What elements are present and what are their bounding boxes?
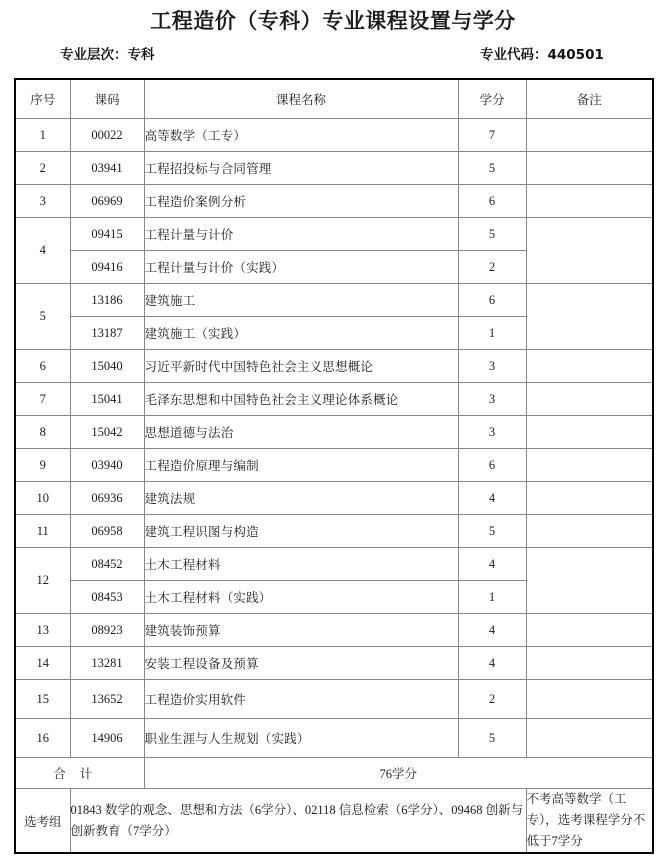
cell-index: 10	[15, 482, 70, 515]
table-row	[15, 482, 653, 515]
cell-credit: 6	[458, 284, 526, 317]
cell-credit: 3	[458, 416, 526, 449]
cell-code: 15041	[70, 383, 144, 416]
cell-credit: 4	[458, 482, 526, 515]
cell-credit: 5	[458, 218, 526, 251]
cell-note	[526, 350, 653, 383]
table-row	[15, 680, 653, 719]
cell-credit: 2	[458, 680, 526, 719]
cell-name: 建筑装饰预算	[144, 614, 458, 647]
cell-name: 建筑法规	[144, 482, 458, 515]
cell-credit: 1	[458, 581, 526, 614]
cell-code: 09415	[70, 218, 144, 251]
cell-name: 高等数学（工专）	[144, 119, 458, 152]
cell-code: 00022	[70, 119, 144, 152]
cell-name: 工程计量与计价（实践）	[144, 251, 458, 284]
cell-code: 13652	[70, 680, 144, 719]
cell-code: 06958	[70, 515, 144, 548]
column-header-note: 备注	[526, 79, 653, 119]
table-row	[15, 350, 653, 383]
total-label: 合计	[15, 758, 144, 789]
cell-index: 7	[15, 383, 70, 416]
total-credits-value: 76学分	[144, 758, 653, 789]
cell-credit: 3	[458, 350, 526, 383]
column-header-credit: 学分	[458, 79, 526, 119]
column-header-index: 序号	[15, 79, 70, 119]
cell-note	[526, 614, 653, 647]
cell-code: 08923	[70, 614, 144, 647]
cell-note	[526, 416, 653, 449]
cell-code: 15042	[70, 416, 144, 449]
table-row	[15, 449, 653, 482]
document-page	[0, 8, 666, 865]
cell-name: 建筑工程识图与构造	[144, 515, 458, 548]
cell-index: 14	[15, 647, 70, 680]
cell-note	[526, 119, 653, 152]
cell-note	[526, 284, 653, 350]
cell-note	[526, 152, 653, 185]
cell-credit: 4	[458, 647, 526, 680]
cell-credit: 3	[458, 383, 526, 416]
table-row	[15, 218, 653, 251]
cell-index: 6	[15, 350, 70, 383]
cell-note	[526, 647, 653, 680]
cell-name: 习近平新时代中国特色社会主义思想概论	[144, 350, 458, 383]
cell-credit: 6	[458, 449, 526, 482]
cell-note	[526, 680, 653, 719]
major-code-label: 专业代码：440501	[480, 47, 604, 63]
cell-name: 工程招投标与合同管理	[144, 152, 458, 185]
cell-name: 工程造价实用软件	[144, 680, 458, 719]
cell-index: 13	[15, 614, 70, 647]
cell-index: 11	[15, 515, 70, 548]
cell-credit: 7	[458, 119, 526, 152]
cell-note	[526, 548, 653, 614]
table-row	[15, 152, 653, 185]
cell-credit: 5	[458, 719, 526, 758]
curriculum-table	[14, 78, 654, 854]
cell-name: 建筑施工（实践）	[144, 317, 458, 350]
cell-code: 15040	[70, 350, 144, 383]
cell-code: 14906	[70, 719, 144, 758]
cell-code: 06969	[70, 185, 144, 218]
table-row	[15, 416, 653, 449]
major-level-label: 专业层次：专科	[60, 47, 155, 63]
cell-credit: 4	[458, 548, 526, 581]
cell-name: 土木工程材料	[144, 548, 458, 581]
cell-name: 工程造价案例分析	[144, 185, 458, 218]
cell-code: 13281	[70, 647, 144, 680]
document-meta-row	[0, 40, 666, 66]
cell-name: 工程造价原理与编制	[144, 449, 458, 482]
table-row	[15, 719, 653, 758]
table-row	[15, 515, 653, 548]
cell-name: 职业生涯与人生规划（实践）	[144, 719, 458, 758]
cell-credit: 2	[458, 251, 526, 284]
cell-name: 土木工程材料（实践）	[144, 581, 458, 614]
elective-group-note: 不考高等数学（工专），选考课程学分不低于7学分	[526, 789, 653, 854]
cell-code: 13187	[70, 317, 144, 350]
cell-index: 16	[15, 719, 70, 758]
cell-credit: 5	[458, 152, 526, 185]
table-row	[15, 383, 653, 416]
table-header-row	[15, 79, 653, 119]
cell-index: 2	[15, 152, 70, 185]
table-row	[15, 119, 653, 152]
cell-credit: 1	[458, 317, 526, 350]
cell-credit: 5	[458, 515, 526, 548]
cell-name: 建筑施工	[144, 284, 458, 317]
cell-index: 5	[15, 284, 70, 350]
cell-name: 工程计量与计价	[144, 218, 458, 251]
cell-code: 09416	[70, 251, 144, 284]
page-title: 工程造价（专科）专业课程设置与学分	[150, 9, 516, 33]
total-row	[15, 758, 653, 789]
cell-code: 08452	[70, 548, 144, 581]
cell-note	[526, 218, 653, 284]
table-row	[15, 614, 653, 647]
column-header-code: 课码	[70, 79, 144, 119]
cell-index: 8	[15, 416, 70, 449]
cell-note	[526, 185, 653, 218]
table-row	[15, 548, 653, 581]
cell-code: 06936	[70, 482, 144, 515]
cell-note	[526, 515, 653, 548]
cell-name: 毛泽东思想和中国特色社会主义理论体系概论	[144, 383, 458, 416]
table-row	[15, 647, 653, 680]
cell-note	[526, 482, 653, 515]
cell-code: 03941	[70, 152, 144, 185]
cell-index: 4	[15, 218, 70, 284]
cell-name: 思想道德与法治	[144, 416, 458, 449]
cell-credit: 6	[458, 185, 526, 218]
elective-group-label: 选考组	[15, 789, 70, 854]
cell-index: 15	[15, 680, 70, 719]
table-row	[15, 185, 653, 218]
cell-name: 安装工程设备及预算	[144, 647, 458, 680]
cell-index: 1	[15, 119, 70, 152]
cell-credit: 4	[458, 614, 526, 647]
elective-group-courses: 01843 数学的观念、思想和方法（6学分）、02118 信息检索（6学分）、09468 创新与创新教育（7学分）	[70, 789, 526, 854]
cell-note	[526, 383, 653, 416]
cell-index: 3	[15, 185, 70, 218]
column-header-name: 课程名称	[144, 79, 458, 119]
cell-index: 9	[15, 449, 70, 482]
table-header	[15, 79, 653, 119]
cell-code: 13186	[70, 284, 144, 317]
elective-group-row	[15, 789, 653, 854]
cell-note	[526, 719, 653, 758]
cell-code: 08453	[70, 581, 144, 614]
table-row	[15, 284, 653, 317]
table-body	[15, 119, 653, 854]
cell-code: 03940	[70, 449, 144, 482]
cell-note	[526, 449, 653, 482]
cell-index: 12	[15, 548, 70, 614]
